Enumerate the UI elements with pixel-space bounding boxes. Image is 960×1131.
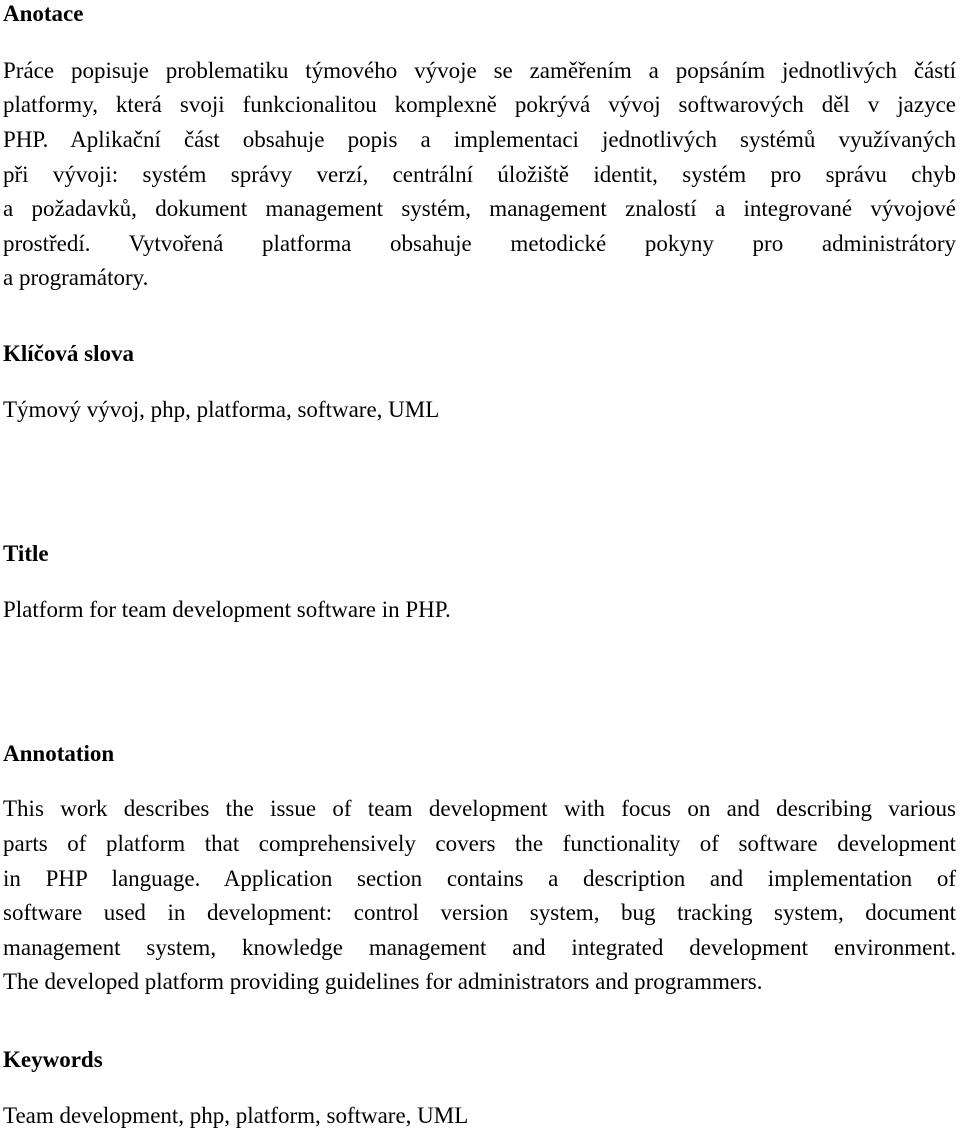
keywords-text: Team development, php, platform, software, UML: [3, 1103, 469, 1128]
annotation-line: The developed platform providing guidelines for administrators and programmers.: [3, 969, 763, 994]
anotace-line: a požadavků, dokument management systém, management znalostí a integrované vývojové: [3, 196, 956, 221]
anotace-line: platformy, která svoji funkcionalitou komplexně pokrývá vývoj softwarových děl v jazyce: [3, 92, 956, 117]
annotation-line: software used in development: control version system, bug tracking system, document: [3, 900, 956, 925]
heading-annotation: Annotation: [3, 741, 115, 766]
heading-klicova-slova: Klíčová slova: [3, 341, 134, 366]
anotace-line: Práce popisuje problematiku týmového vývoje se zaměřením a popsáním jednotlivých částí: [3, 58, 956, 83]
annotation-line: This work describes the issue of team development with focus on and describing various: [3, 796, 956, 821]
annotation-line: in PHP language. Application section contains a description and implementation of: [3, 866, 956, 891]
annotation-line: management system, knowledge management and integrated development environment.: [3, 935, 956, 960]
anotace-line: prostředí. Vytvořená platforma obsahuje metodické pokyny pro administrátory: [3, 231, 956, 256]
anotace-line: a programátory.: [3, 265, 149, 290]
klicova-slova-text: Týmový vývoj, php, platforma, software, UML: [3, 397, 440, 422]
heading-keywords: Keywords: [3, 1047, 103, 1072]
anotace-line: PHP. Aplikační část obsahuje popis a implementaci jednotlivých systémů využívaných: [3, 127, 956, 152]
annotation-line: parts of platform that comprehensively covers the functionality of software development: [3, 831, 956, 856]
heading-title: Title: [3, 541, 49, 566]
heading-anotace: Anotace: [3, 1, 84, 26]
title-text: Platform for team development software in PHP.: [3, 597, 451, 622]
anotace-line: při vývoji: systém správy verzí, centrální úložiště identit, systém pro správu chyb: [3, 162, 956, 187]
